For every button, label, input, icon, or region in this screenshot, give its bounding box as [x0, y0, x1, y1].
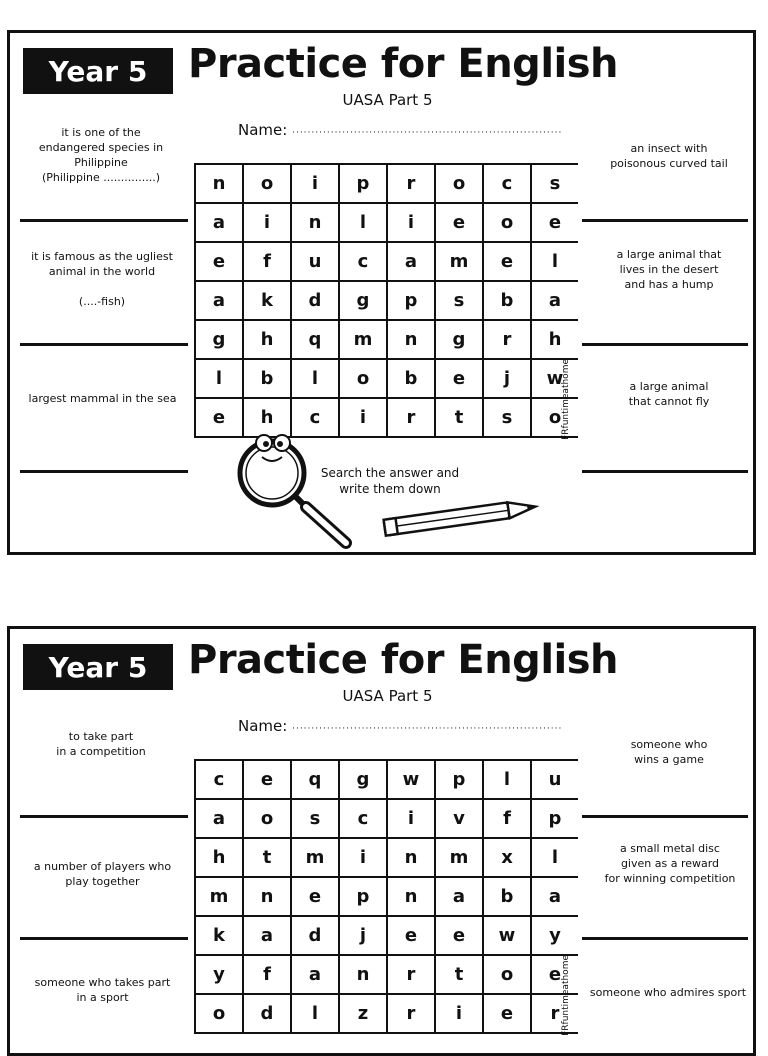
- grid-cell[interactable]: o: [244, 165, 290, 202]
- grid-cell[interactable]: n: [244, 878, 290, 915]
- answer-line-left-1: [20, 815, 188, 818]
- grid-cell[interactable]: d: [244, 995, 290, 1032]
- clue-left-2: it is famous as the ugliest animal in the world (....-fish): [31, 250, 173, 308]
- grid-cell[interactable]: o: [436, 165, 482, 202]
- word-search-grid: [194, 759, 578, 1034]
- grid-cell[interactable]: n: [292, 204, 338, 241]
- grid-cell[interactable]: r: [532, 995, 578, 1032]
- grid-cell[interactable]: o: [340, 360, 386, 397]
- grid-cell[interactable]: b: [484, 282, 530, 319]
- grid-cell[interactable]: o: [532, 399, 578, 436]
- grid-cell[interactable]: n: [388, 321, 434, 358]
- answer-line-right-2: [582, 343, 748, 346]
- grid-cell[interactable]: f: [244, 243, 290, 280]
- grid-cell[interactable]: o: [196, 995, 242, 1032]
- grid-cell[interactable]: l: [292, 995, 338, 1032]
- grid-cell[interactable]: g: [340, 282, 386, 319]
- grid-cell[interactable]: b: [388, 360, 434, 397]
- grid-cell[interactable]: c: [484, 165, 530, 202]
- grid-cell[interactable]: j: [340, 917, 386, 954]
- grid-cell[interactable]: y: [532, 917, 578, 954]
- grid-cell[interactable]: s: [436, 282, 482, 319]
- grid-cell[interactable]: e: [196, 243, 242, 280]
- grid-cell[interactable]: v: [436, 800, 482, 837]
- grid-cell[interactable]: g: [196, 321, 242, 358]
- grid-cell[interactable]: e: [532, 956, 578, 993]
- grid-cell[interactable]: l: [196, 360, 242, 397]
- grid-cell[interactable]: e: [292, 878, 338, 915]
- grid-cell[interactable]: k: [244, 282, 290, 319]
- grid-cell[interactable]: n: [340, 956, 386, 993]
- grid-cell[interactable]: b: [484, 878, 530, 915]
- year-badge-text: Year 5: [48, 54, 148, 88]
- answer-line-right-1: [582, 219, 748, 222]
- clue-right-2: a small metal disc given as a reward for winning competition: [604, 842, 736, 885]
- answer-line-left-2: [20, 343, 188, 346]
- worksheet-title: Practice for English: [188, 41, 619, 87]
- pencil-icon: [374, 497, 549, 537]
- grid-cell[interactable]: i: [340, 399, 386, 436]
- clue-left-1: it is one of the endangered species in Philippine (Philippine ...............): [38, 126, 164, 184]
- grid-cell[interactable]: m: [436, 243, 482, 280]
- word-search-grid: [194, 163, 578, 438]
- grid-cell[interactable]: e: [436, 917, 482, 954]
- grid-cell[interactable]: a: [532, 282, 578, 319]
- grid-cell[interactable]: p: [340, 878, 386, 915]
- watermark: FRfuntimeathome: [561, 359, 571, 440]
- grid-cell[interactable]: z: [340, 995, 386, 1032]
- grid-cell[interactable]: t: [436, 956, 482, 993]
- grid-cell[interactable]: e: [436, 204, 482, 241]
- grid-cell[interactable]: r: [388, 165, 434, 202]
- grid-cell[interactable]: k: [196, 917, 242, 954]
- grid-cell[interactable]: r: [484, 321, 530, 358]
- grid-cell[interactable]: h: [244, 399, 290, 436]
- grid-cell[interactable]: s: [484, 399, 530, 436]
- grid-cell[interactable]: l: [340, 204, 386, 241]
- grid-cell[interactable]: r: [388, 995, 434, 1032]
- grid-cell[interactable]: n: [388, 839, 434, 876]
- grid-cell[interactable]: j: [484, 360, 530, 397]
- grid-cell[interactable]: a: [436, 878, 482, 915]
- clue-right-2: a large animal that lives in the desert and has a hump: [616, 248, 722, 291]
- grid-cell[interactable]: l: [484, 761, 530, 798]
- clue-right-1: someone who wins a game: [630, 738, 708, 766]
- year-badge: [23, 48, 173, 94]
- grid-cell[interactable]: i: [388, 800, 434, 837]
- grid-cell[interactable]: c: [340, 243, 386, 280]
- grid-cell[interactable]: e: [388, 917, 434, 954]
- grid-cell[interactable]: o: [484, 956, 530, 993]
- answer-line-right-3: [582, 470, 748, 473]
- grid-cell[interactable]: i: [436, 995, 482, 1032]
- grid-cell[interactable]: l: [532, 839, 578, 876]
- name-field[interactable]: [238, 121, 562, 139]
- grid-cell[interactable]: d: [292, 282, 338, 319]
- grid-cell[interactable]: q: [292, 321, 338, 358]
- clue-right-3: someone who admires sport: [589, 986, 747, 999]
- grid-cell[interactable]: g: [436, 321, 482, 358]
- grid-cell[interactable]: p: [436, 761, 482, 798]
- grid-cell[interactable]: q: [292, 761, 338, 798]
- grid-cell[interactable]: a: [244, 917, 290, 954]
- name-label: Name:: [238, 717, 288, 735]
- grid-cell[interactable]: r: [388, 956, 434, 993]
- grid-cell[interactable]: m: [196, 878, 242, 915]
- grid-cell[interactable]: i: [244, 204, 290, 241]
- grid-cell[interactable]: s: [532, 165, 578, 202]
- name-field[interactable]: [238, 717, 562, 735]
- name-blank-line: ......................................................................: [292, 125, 563, 136]
- grid-cell[interactable]: a: [196, 204, 242, 241]
- grid-cell[interactable]: c: [196, 761, 242, 798]
- grid-cell[interactable]: a: [388, 243, 434, 280]
- year-badge: [23, 644, 173, 690]
- worksheet-title: Practice for English: [188, 637, 619, 683]
- grid-cell[interactable]: m: [340, 321, 386, 358]
- answer-line-left-2: [20, 937, 188, 940]
- grid-cell[interactable]: f: [484, 800, 530, 837]
- grid-cell[interactable]: b: [244, 360, 290, 397]
- grid-cell[interactable]: e: [436, 360, 482, 397]
- grid-cell[interactable]: u: [292, 243, 338, 280]
- grid-cell[interactable]: a: [532, 878, 578, 915]
- answer-line-right-1: [582, 815, 748, 818]
- grid-cell[interactable]: c: [340, 800, 386, 837]
- instruction-text: Search the answer and write them down: [320, 466, 460, 496]
- grid-cell[interactable]: w: [484, 917, 530, 954]
- name-blank-line: ......................................................................: [292, 721, 563, 732]
- grid-cell[interactable]: h: [244, 321, 290, 358]
- grid-cell[interactable]: i: [340, 839, 386, 876]
- grid-cell[interactable]: f: [244, 956, 290, 993]
- grid-cell[interactable]: a: [196, 282, 242, 319]
- grid-cell[interactable]: m: [292, 839, 338, 876]
- answer-line-left-1: [20, 219, 188, 222]
- clue-right-1: an insect with poisonous curved tail: [610, 142, 728, 170]
- grid-cell[interactable]: r: [388, 399, 434, 436]
- clue-left-3: someone who takes part in a sport: [34, 976, 171, 1004]
- grid-cell[interactable]: e: [484, 243, 530, 280]
- grid-cell[interactable]: e: [532, 204, 578, 241]
- grid-cell[interactable]: l: [292, 360, 338, 397]
- grid-cell[interactable]: t: [244, 839, 290, 876]
- clue-left-2: a number of players who play together: [33, 860, 172, 888]
- grid-cell[interactable]: i: [388, 204, 434, 241]
- grid-cell[interactable]: w: [388, 761, 434, 798]
- clue-right-3: a large animal that cannot fly: [628, 380, 710, 408]
- grid-cell[interactable]: x: [484, 839, 530, 876]
- grid-cell[interactable]: a: [292, 956, 338, 993]
- grid-cell[interactable]: g: [340, 761, 386, 798]
- grid-cell[interactable]: n: [388, 878, 434, 915]
- grid-cell[interactable]: t: [436, 399, 482, 436]
- answer-line-right-2: [582, 937, 748, 940]
- worksheet-2: [7, 626, 756, 1056]
- grid-cell[interactable]: m: [436, 839, 482, 876]
- grid-cell[interactable]: h: [196, 839, 242, 876]
- clue-left-3: largest mammal in the sea: [28, 392, 177, 405]
- grid-cell[interactable]: n: [196, 165, 242, 202]
- worksheet-subtitle: UASA Part 5: [342, 91, 433, 109]
- grid-cell[interactable]: p: [340, 165, 386, 202]
- grid-cell[interactable]: e: [484, 995, 530, 1032]
- grid-cell[interactable]: h: [532, 321, 578, 358]
- grid-cell[interactable]: w: [532, 360, 578, 397]
- year-badge-text: Year 5: [48, 650, 148, 684]
- clue-left-1: to take part in a competition: [56, 730, 146, 758]
- answer-line-left-3: [20, 470, 188, 473]
- grid-cell[interactable]: c: [292, 399, 338, 436]
- grid-cell[interactable]: o: [484, 204, 530, 241]
- worksheet-1: [7, 30, 756, 555]
- grid-cell[interactable]: o: [244, 800, 290, 837]
- grid-cell[interactable]: p: [532, 800, 578, 837]
- grid-cell[interactable]: i: [292, 165, 338, 202]
- grid-cell[interactable]: l: [532, 243, 578, 280]
- watermark: FRfuntimeathome: [561, 955, 571, 1036]
- grid-cell[interactable]: e: [196, 399, 242, 436]
- grid-cell[interactable]: p: [388, 282, 434, 319]
- grid-cell[interactable]: s: [292, 800, 338, 837]
- grid-cell[interactable]: d: [292, 917, 338, 954]
- grid-cell[interactable]: a: [196, 800, 242, 837]
- grid-cell[interactable]: y: [196, 956, 242, 993]
- name-label: Name:: [238, 121, 288, 139]
- grid-cell[interactable]: e: [244, 761, 290, 798]
- grid-cell[interactable]: u: [532, 761, 578, 798]
- worksheet-subtitle: UASA Part 5: [342, 687, 433, 705]
